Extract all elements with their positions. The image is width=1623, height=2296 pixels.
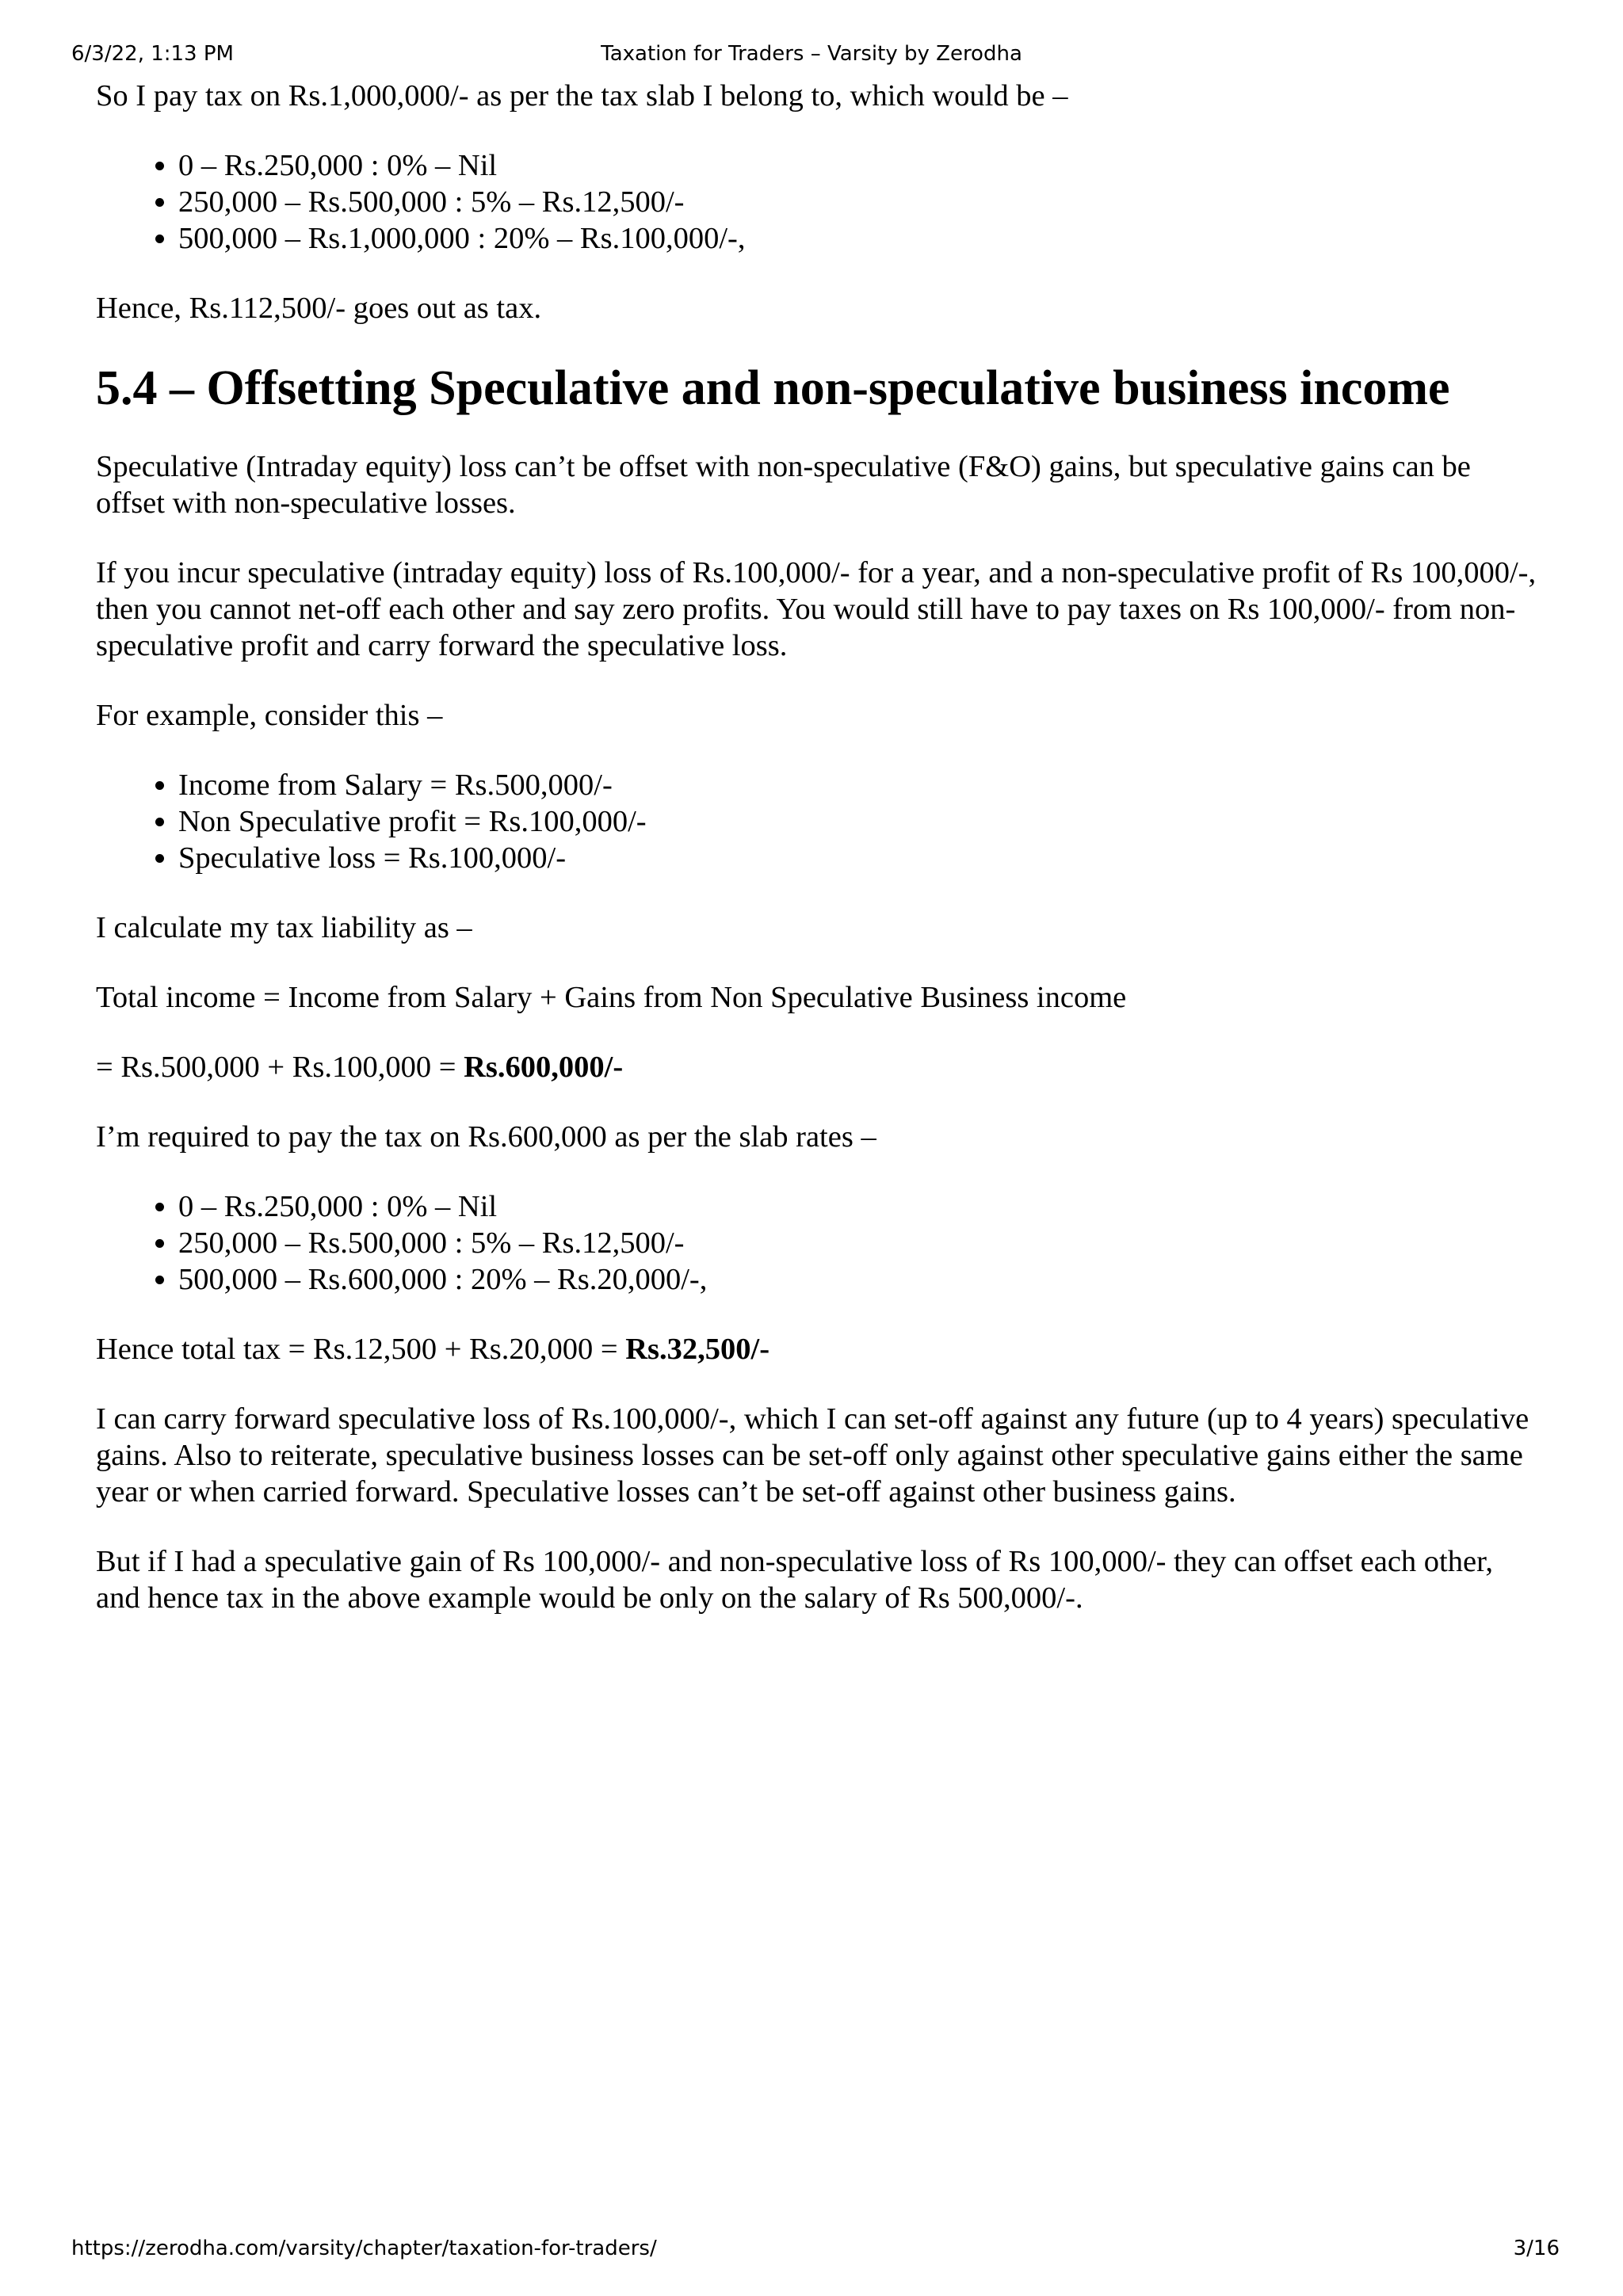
hence-paragraph: Hence, Rs.112,500/- goes out as tax. [96, 292, 542, 325]
required-paragraph: I’m required to pay the tax on Rs.600,000 as per the slab rates – [96, 1120, 876, 1154]
example-list [96, 767, 1542, 876]
sum-text: = Rs.500,000 + Rs.100,000 = [96, 1051, 464, 1084]
calc-intro-paragraph: I calculate my tax liability as – [96, 911, 472, 944]
list-item: • 0 – Rs.250,000 : 0% – Nil [178, 1188, 1542, 1225]
list-item: • 250,000 – Rs.500,000 : 5% – Rs.12,500/- [178, 1225, 1542, 1261]
print-date: 6/3/22, 1:13 PM [71, 42, 234, 66]
sum-paragraph [96, 1049, 1542, 1085]
page-number: 3/16 [1513, 2237, 1560, 2260]
offset-rule-paragraph: Speculative (Intraday equity) loss can’t be offset with non-speculative (F&O) gains, but speculative gains can be offset with non-speculative losses. [96, 450, 1471, 520]
list-item: • 250,000 – Rs.500,000 : 5% – Rs.12,500/- [178, 184, 1542, 220]
offset-example-paragraph: If you incur speculative (intraday equity) loss of Rs.100,000/- for a year, and a non-speculative profit of Rs 100,000/-, then you cannot net-off each other and say zero profits. You would still have to pay taxes on Rs 100,000/- from non-speculative profit and carry forward the speculative loss. [96, 556, 1537, 662]
list-item: • 500,000 – Rs.1,000,000 : 20% – Rs.100,000/-, [178, 220, 1542, 257]
total-tax-paragraph [96, 1331, 1542, 1367]
list-item: • 500,000 – Rs.600,000 : 20% – Rs.20,000/-, [178, 1261, 1542, 1298]
list-item: • Speculative loss = Rs.100,000/- [178, 840, 1542, 876]
speculative-gain-paragraph: But if I had a speculative gain of Rs 100,000/- and non-speculative loss of Rs 100,000/- they can offset each other, and hence tax in the above example would be only on the salary of Rs 500,000/-. [96, 1545, 1493, 1615]
total-tax-text: Hence total tax = Rs.12,500 + Rs.20,000 = [96, 1333, 626, 1366]
tax-slab-list-2 [96, 1188, 1542, 1298]
example-intro-paragraph: For example, consider this – [96, 699, 443, 732]
total-tax-amount: Rs.32,500/- [625, 1333, 770, 1366]
print-page-title: Taxation for Traders – Varsity by Zerodha [601, 42, 1022, 66]
section-heading: 5.4 – Offsetting Speculative and non-speculative business income [96, 361, 1450, 415]
list-item: • 0 – Rs.250,000 : 0% – Nil [178, 147, 1542, 184]
print-footer [0, 2234, 1623, 2263]
article-content [96, 78, 1542, 1650]
page-url: https://zerodha.com/varsity/chapter/taxation-for-traders/ [71, 2237, 657, 2260]
print-header [0, 40, 1623, 68]
total-income-paragraph: Total income = Income from Salary + Gains from Non Speculative Business income [96, 981, 1127, 1014]
carry-forward-paragraph: I can carry forward speculative loss of Rs.100,000/-, which I can set-off against any future (up to 4 years) speculative gains. Also to reiterate, speculative business losses can be set-off only against other speculative gains either the same year or when carried forward. Speculative losses can’t be set-off against other business gains. [96, 1402, 1529, 1508]
tax-slab-list-1 [96, 147, 1542, 257]
sum-total: Rs.600,000/- [464, 1051, 624, 1084]
intro-paragraph: So I pay tax on Rs.1,000,000/- as per the tax slab I belong to, which would be – [96, 79, 1068, 113]
list-item: • Non Speculative profit = Rs.100,000/- [178, 803, 1542, 840]
list-item: • Income from Salary = Rs.500,000/- [178, 767, 1542, 803]
